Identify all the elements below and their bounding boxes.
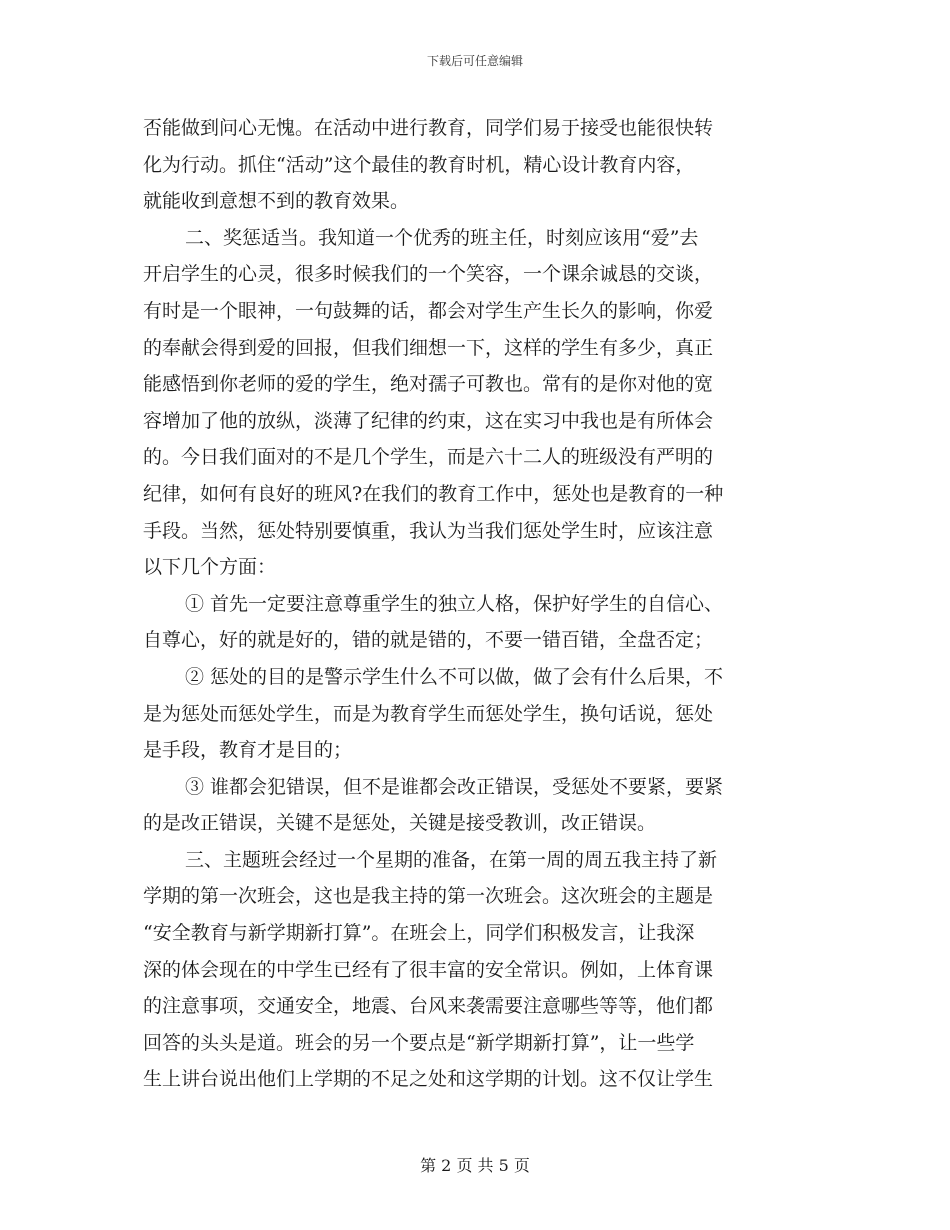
text-line: 的是改正错误，关键不是惩处，关键是接受教训，改正错误。 [143, 812, 657, 835]
text-line: 的。今日我们面对的不是几个学生，而是六十二人的班级没有严明的 [143, 446, 714, 469]
document-body [143, 110, 813, 1098]
section-heading-line: 三、主题班会经过一个星期的准备，在第一周的周五我主持了新 [185, 848, 718, 871]
text-line: 化为行动。抓住“活动”这个最佳的教育时机，精心设计教育内容， [143, 153, 695, 176]
page-header: 下载后可任意编辑 [426, 54, 523, 68]
text-line: 能感悟到你老师的爱的学生，绝对孺子可教也。常有的是你对他的宽 [143, 373, 714, 396]
text-line: 容增加了他的放纵，淡薄了纪律的约束，这在实习中我也是有所体会 [143, 409, 714, 432]
text-line: 手段。当然，惩处特别要慎重，我认为当我们惩处学生时，应该注意 [143, 519, 714, 542]
text-line: 的奉献会得到爱的回报，但我们细想一下，这样的学生有多少，真正 [143, 336, 714, 359]
list-item-line: ① 首先一定要注意尊重学生的独立人格，保护好学生的自信心、 [185, 592, 724, 615]
text-line: 深的体会现在的中学生已经有了很丰富的安全常识。例如，上体育课 [143, 958, 714, 981]
text-line: 纪律，如何有良好的班风?在我们的教育工作中，惩处也是教育的一种 [143, 482, 724, 505]
text-line: 回答的头头是道。班会的另一个要点是“新学期新打算”，让一些学 [143, 1031, 695, 1054]
list-item-line: ③ 谁都会犯错误，但不是谁都会改正错误，受惩处不要紧，要紧 [185, 775, 724, 798]
text-line: 生上讲台说出他们上学期的不足之处和这学期的计划。这不仅让学生 [143, 1068, 714, 1091]
text-line: 就能收到意想不到的教育效果。 [143, 190, 410, 213]
text-line: 是为惩处而惩处学生，而是为教育学生而惩处学生，换句话说，惩处 [143, 702, 714, 725]
text-line: 否能做到问心无愧。在活动中进行教育，同学们易于接受也能很快转 [143, 117, 714, 139]
text-line: 学期的第一次班会，这也是我主持的第一次班会。这次班会的主题是 [143, 885, 714, 908]
text-line: 自尊心，好的就是好的，错的就是错的，不要一错百错，全盘否定； [143, 629, 714, 652]
text-line: 有时是一个眼神，一句鼓舞的话，都会对学生产生长久的影响，你爱 [143, 299, 714, 322]
text-line: “安全教育与新学期新打算”。在班会上，同学们积极发言，让我深 [143, 922, 695, 945]
text-line: 是手段，教育才是目的； [143, 739, 353, 762]
list-item-line: ② 惩处的目的是警示学生什么不可以做，做了会有什么后果，不 [185, 665, 724, 688]
text-line: 以下几个方面： [143, 556, 277, 579]
text-line: 开启学生的心灵，很多时候我们的一个笑容，一个课余诚恳的交谈， [143, 263, 714, 286]
text-line: 的注意事项，交通安全，地震、台风来袭需要注意哪些等等，他们都 [143, 995, 714, 1018]
section-heading-line: 二、奖惩适当。我知道一个优秀的班主任，时刻应该用“爱”去 [185, 226, 699, 249]
page-number-footer: 第 2 页 共 5 页 [420, 1156, 530, 1175]
